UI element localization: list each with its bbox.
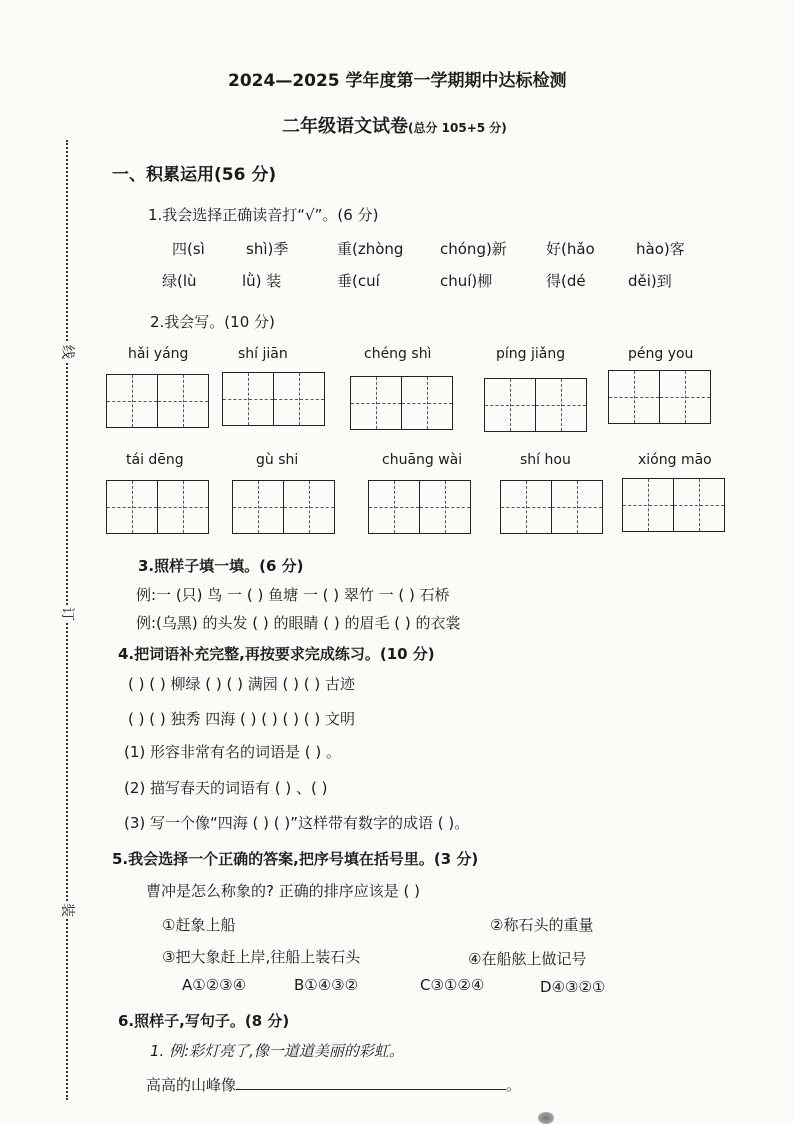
q1-item: chuí)柳 (440, 272, 493, 290)
q5-option-2: ②称石头的重量 (490, 916, 594, 934)
section-title: 一、积累运用(56 分) (112, 165, 277, 185)
q4-line-2: ( ) ( ) 独秀 四海 ( ) ( ) ( ) ( ) 文明 (128, 710, 355, 728)
q2-pinyin: shí jiān (238, 346, 288, 362)
q2-writing-grid[interactable] (222, 372, 323, 428)
q5-choice-b: B①④③② (294, 976, 359, 994)
q3-title: 3.照样子填一填。(6 分) (138, 557, 304, 575)
q5-choice-d: D④③②① (540, 978, 606, 996)
q2-pinyin: píng jiǎng (496, 346, 566, 362)
q2-writing-grid[interactable] (608, 370, 709, 426)
q6-answer-line[interactable] (146, 1074, 521, 1095)
q1-item: 得(dé (546, 272, 586, 290)
q5-option-3: ③把大象赶上岸,往船上装石头 (162, 948, 361, 966)
binding-char-zhuang: 装 (59, 903, 75, 917)
q1-item: 好(hǎo (546, 240, 595, 258)
q2-writing-grid[interactable] (232, 480, 333, 536)
q2-pinyin: chéng shì (364, 346, 432, 362)
q2-writing-grid[interactable] (368, 480, 469, 536)
q6-prompt: 高高的山峰像 (146, 1076, 237, 1094)
q1-item: 绿(lù (162, 272, 197, 290)
q6-title: 6.照样子,写句子。(8 分) (118, 1012, 290, 1030)
q4-sub-1: (1) 形容非常有名的词语是 ( ) 。 (124, 743, 342, 761)
q1-item: shì)季 (246, 240, 289, 258)
q1-item: 重(zhòng (337, 240, 404, 258)
q2-pinyin: tái dēng (126, 452, 184, 468)
q2-writing-grid[interactable] (622, 478, 723, 534)
exam-subtitle-main: 二年级语文试卷 (282, 116, 408, 137)
q5-option-1: ①赶象上船 (162, 916, 236, 934)
q5-question: 曹冲是怎么称象的? 正确的排序应该是 ( ) (146, 882, 420, 900)
q2-writing-grid[interactable] (350, 376, 451, 432)
q1-item: děi)到 (628, 272, 672, 290)
q2-writing-grid[interactable] (106, 374, 207, 430)
q1-title: 1.我会选择正确读音打“√”。(6 分) (148, 206, 379, 224)
binding-char-ding: 订 (59, 607, 75, 621)
exam-subtitle-note: (总分 105+5 分) (408, 121, 507, 135)
q3-line-1: 例:一 (只) 鸟 一 ( ) 鱼塘 一 ( ) 翠竹 一 ( ) 石桥 (136, 586, 450, 604)
q2-pinyin: hǎi yáng (128, 346, 189, 362)
exam-title: 2024—2025 学年度第一学期期中达标检测 (228, 71, 567, 91)
q3-line-2: 例:(乌黑) 的头发 ( ) 的眼睛 ( ) 的眉毛 ( ) 的衣裳 (136, 614, 461, 632)
q5-title: 5.我会选择一个正确的答案,把序号填在括号里。(3 分) (112, 850, 479, 868)
exam-subtitle (282, 112, 507, 138)
q1-item: 垂(cuí (337, 272, 380, 290)
q4-title: 4.把词语补充完整,再按要求完成练习。(10 分) (118, 645, 435, 663)
q5-option-4: ④在船舷上做记号 (468, 950, 587, 968)
q4-sub-2: (2) 描写春天的词语有 ( ) 、( ) (124, 779, 328, 797)
q2-pinyin: shí hou (520, 452, 571, 468)
q2-writing-grid[interactable] (484, 378, 585, 434)
q6-end: 。 (506, 1076, 522, 1094)
q4-line-1: ( ) ( ) 柳绿 ( ) ( ) 满园 ( ) ( ) 古迹 (128, 675, 355, 693)
q2-pinyin: chuāng wài (382, 452, 463, 468)
binding-char-xian: 线 (59, 345, 75, 359)
q5-choice-a: A①②③④ (182, 976, 247, 994)
q4-sub-3: (3) 写一个像“四海 ( ) ( )”这样带有数字的成语 ( )。 (124, 814, 470, 832)
q2-writing-grid[interactable] (106, 480, 207, 536)
q1-item: hào)客 (636, 240, 685, 258)
q2-writing-grid[interactable] (500, 480, 601, 536)
q1-item: lǜ) 装 (242, 272, 282, 290)
q6-blank[interactable] (236, 1075, 506, 1090)
q2-pinyin: gù shi (256, 452, 299, 468)
q2-title: 2.我会写。(10 分) (150, 313, 275, 331)
q1-item: 四(sì (172, 240, 205, 258)
q5-choice-c: C③①②④ (420, 976, 485, 994)
q2-pinyin: xióng māo (638, 452, 712, 468)
q6-example: 1. 例:彩灯亮了,像一道道美丽的彩虹。 (150, 1042, 404, 1060)
ink-blot (538, 1112, 554, 1124)
q1-item: chóng)新 (440, 240, 507, 258)
q2-pinyin: péng you (628, 346, 694, 362)
